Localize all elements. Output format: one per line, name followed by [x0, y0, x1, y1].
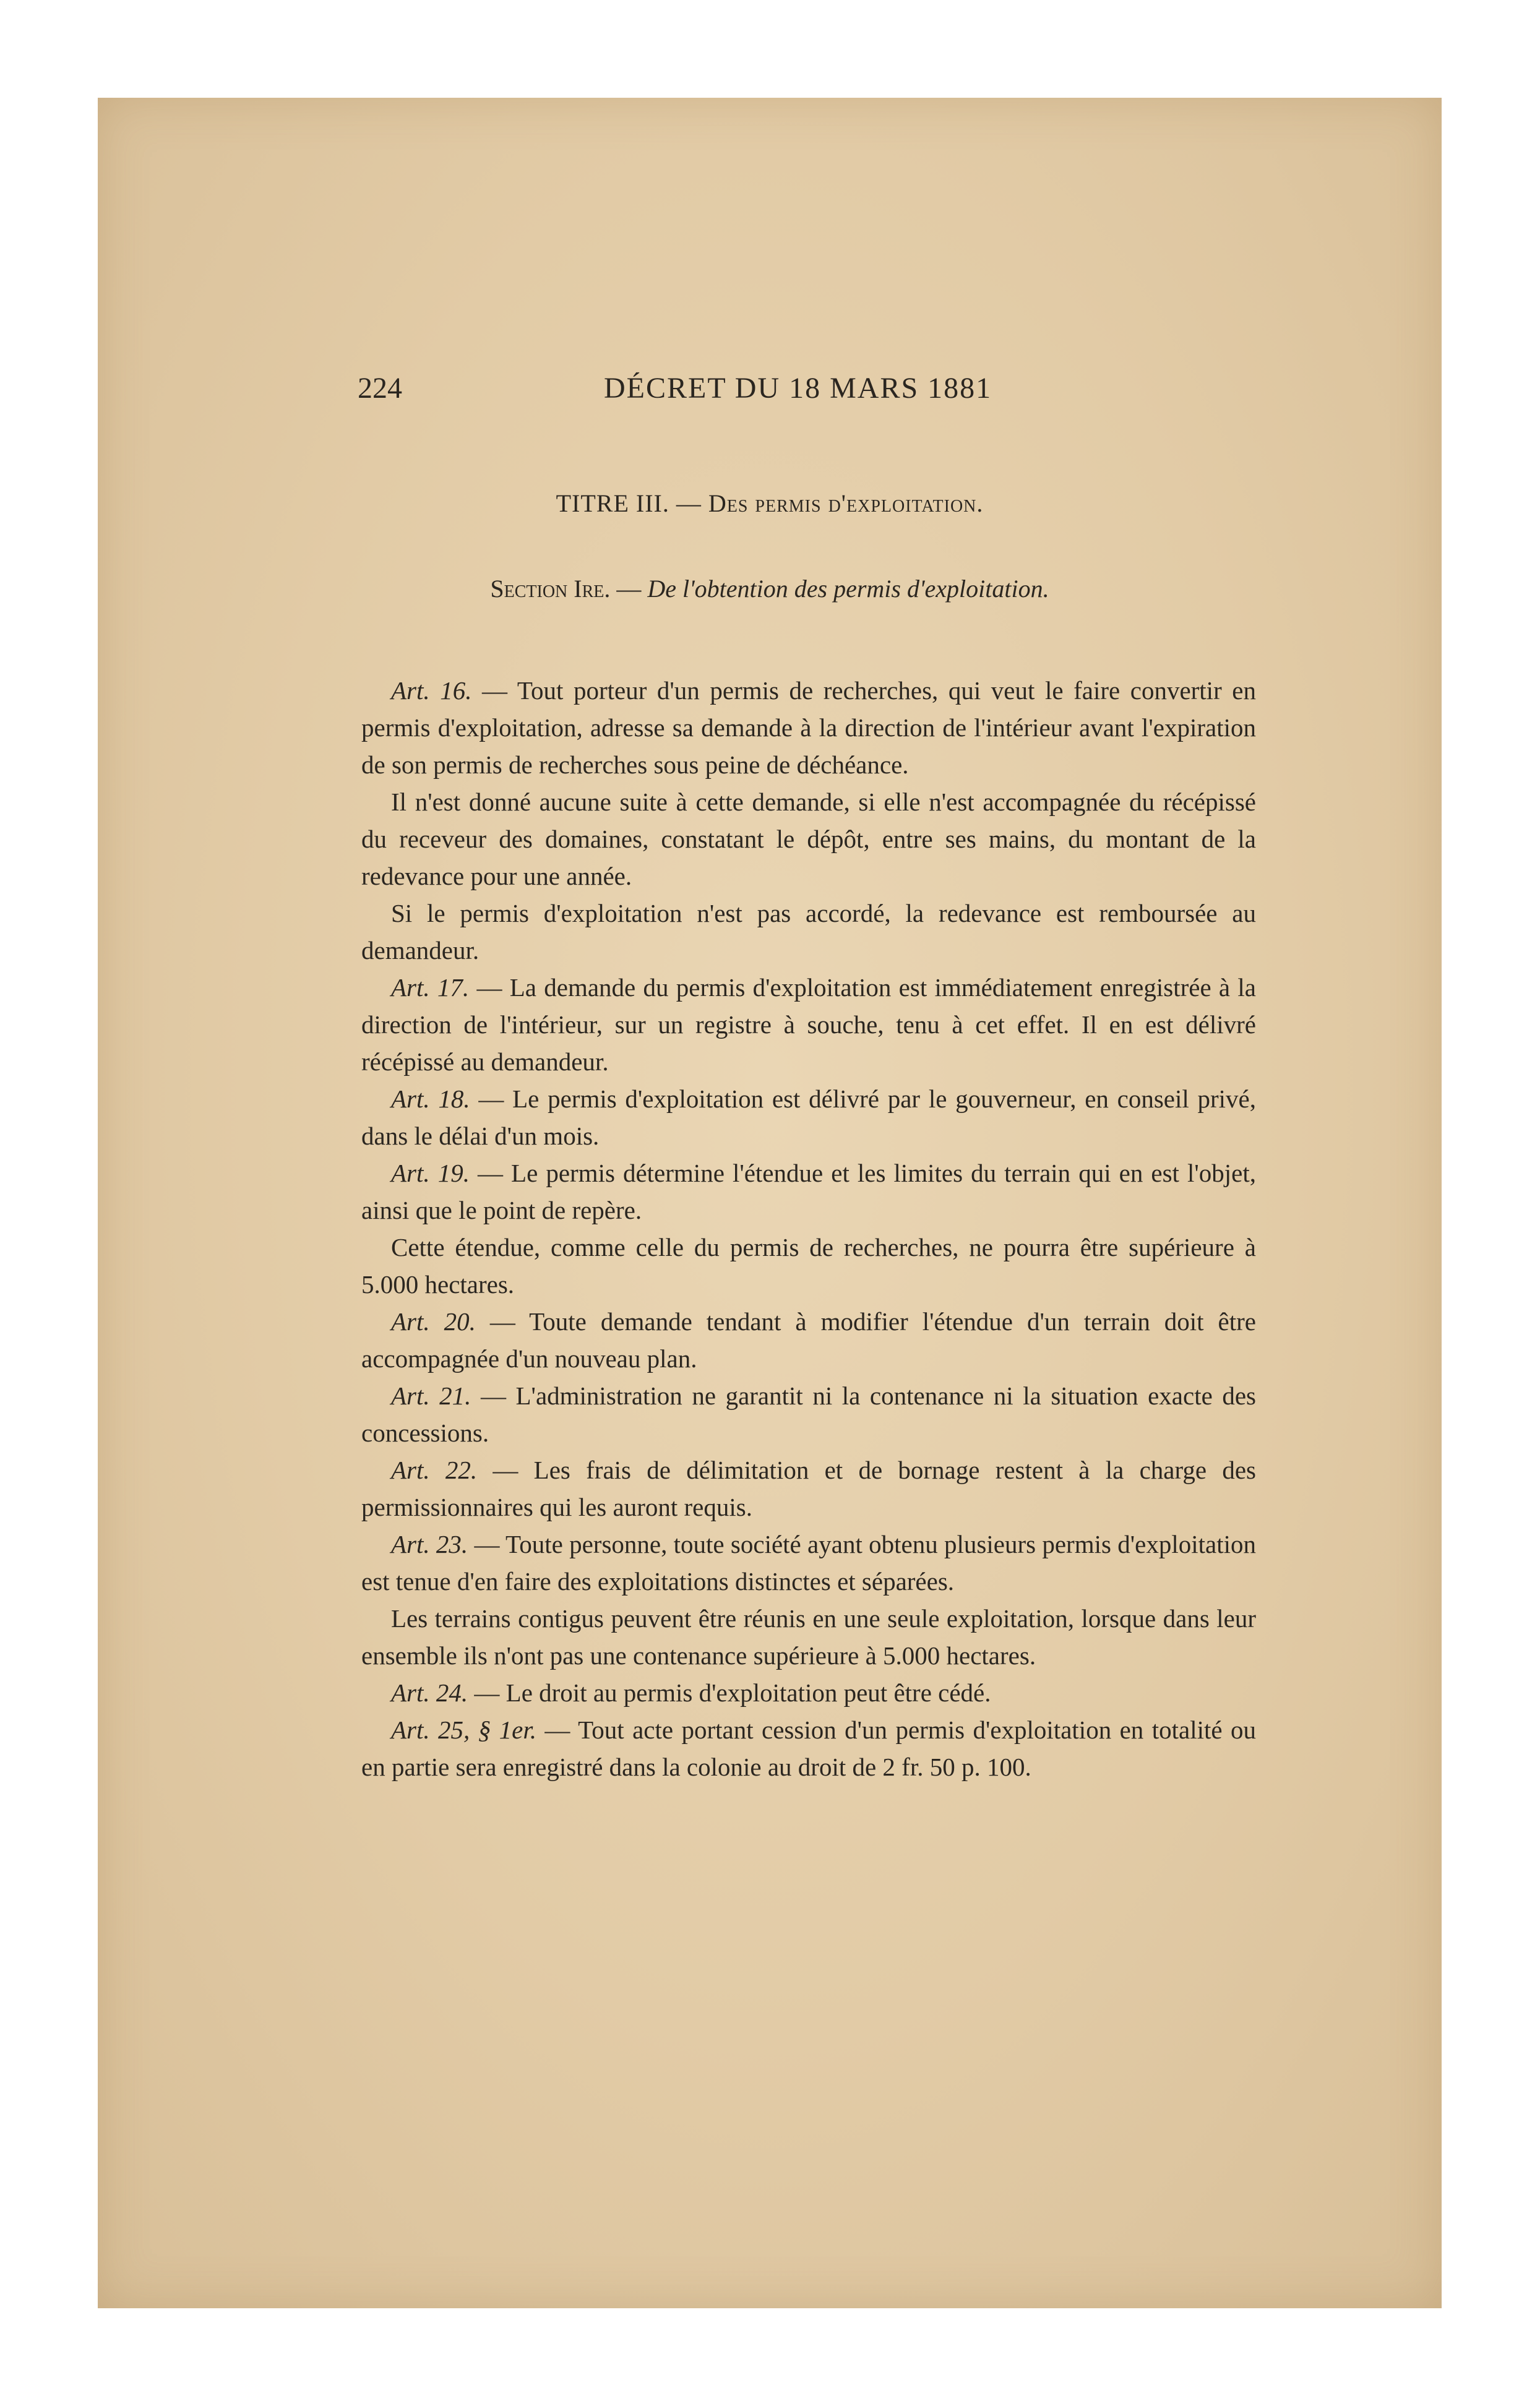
title-heading — [98, 489, 1442, 518]
paragraph-text: — Tout porteur d'un permis de recherches, qui veut le faire convertir en permis d'exploitation, adresse sa demande à la direction de l'intérieur avant l'expiration de son permis de recherches sous peine de déchéance. — [361, 676, 1256, 779]
paragraph-text: Les terrains contigus peuvent être réunis en une seule exploitation, lorsque dans leur ensemble ils n'ont pas une contenance supérieure à 5.000 hectares. — [361, 1604, 1256, 1670]
paragraph — [361, 1303, 1256, 1377]
paragraph-text: — Toute demande tendant à modifier l'étendue d'un terrain doit être accompagnée d'un nouveau plan. — [361, 1307, 1256, 1373]
article-number: Art. 22. — [391, 1456, 478, 1484]
article-number: Art. 24. — [391, 1678, 468, 1707]
running-title: DÉCRET DU 18 MARS 1881 — [604, 372, 992, 405]
paragraph-text: — Les frais de délimitation et de bornage restent à la charge des permissionnaires qui les auront requis. — [361, 1456, 1256, 1521]
paragraph-text: Il n'est donné aucune suite à cette demande, si elle n'est accompagnée du récépissé du receveur des domaines, constatant le dépôt, entre ses mains, du montant de la redevance pour une année. — [361, 788, 1256, 890]
article-number: Art. 19. — [391, 1159, 470, 1187]
section-heading — [98, 574, 1442, 603]
paragraph — [361, 1711, 1256, 1785]
page-number: 224 — [358, 372, 402, 405]
section-subject: De l'obtention des permis d'exploitation. — [647, 575, 1049, 603]
paragraph-text: — La demande du permis d'exploitation est immédiatement enregistrée à la direction de l'intérieur, sur un registre à souche, tenu à cet effet. Il en est délivré récépissé au demandeur. — [361, 973, 1256, 1076]
paragraph — [361, 1451, 1256, 1526]
paragraph — [361, 783, 1256, 895]
article-number: Art. 21. — [391, 1381, 471, 1410]
paragraph-text: Cette étendue, comme celle du permis de recherches, ne pourra être supérieure à 5.000 hectares. — [361, 1233, 1256, 1299]
article-number: Art. 18. — [391, 1085, 470, 1113]
paragraph — [361, 969, 1256, 1080]
page-header — [358, 371, 1162, 421]
scanned-page — [98, 98, 1442, 2308]
article-number: Art. 25, § 1er. — [391, 1716, 536, 1744]
paragraph — [361, 1526, 1256, 1600]
body-text — [361, 672, 1256, 1785]
paragraph — [361, 1674, 1256, 1711]
paragraph — [361, 1229, 1256, 1303]
article-number: Art. 23. — [391, 1530, 468, 1558]
paragraph-text: — Le permis d'exploitation est délivré par le gouverneur, en conseil privé, dans le délai d'un mois. — [361, 1085, 1256, 1150]
paragraph-text: — Le droit au permis d'exploitation peut être cédé. — [468, 1678, 991, 1707]
paragraph-text: — Toute personne, toute société ayant obtenu plusieurs permis d'exploitation est tenue d'en faire des exploitations distinctes et séparées. — [361, 1530, 1256, 1596]
paragraph-text: Si le permis d'exploitation n'est pas accordé, la redevance est remboursée au demandeur. — [361, 899, 1256, 965]
section-label: Section Ire. — — [490, 575, 648, 603]
article-number: Art. 20. — [391, 1307, 476, 1336]
paragraph — [361, 1154, 1256, 1229]
paragraph-text: — Tout acte portant cession d'un permis d'exploitation en totalité ou en partie sera enregistré dans la colonie au droit de 2 fr. 50 p. 100. — [361, 1716, 1256, 1781]
paragraph-text: — Le permis détermine l'étendue et les limites du terrain qui en est l'objet, ainsi que le point de repère. — [361, 1159, 1256, 1224]
paragraph — [361, 1080, 1256, 1154]
paragraph — [361, 1377, 1256, 1451]
paragraph — [361, 1600, 1256, 1674]
paragraph — [361, 895, 1256, 969]
title-main: TITRE III. — — [556, 489, 708, 517]
paragraph — [361, 672, 1256, 783]
article-number: Art. 17. — [391, 973, 470, 1002]
title-sub: Des permis d'exploitation. — [708, 489, 984, 517]
paragraph-text: — L'administration ne garantit ni la contenance ni la situation exacte des concessions. — [361, 1381, 1256, 1447]
article-number: Art. 16. — [391, 676, 472, 705]
